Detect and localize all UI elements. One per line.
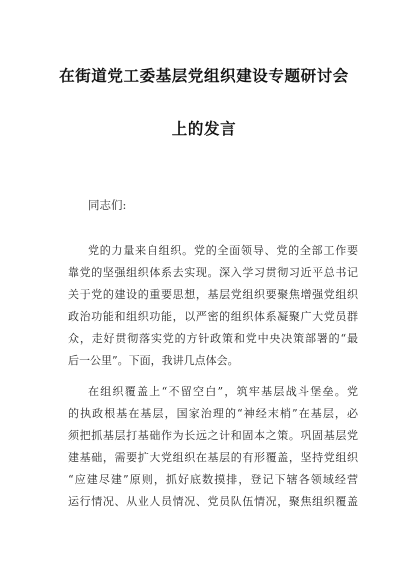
paragraph-line: 建基础，需要扩大党组织在基层的有形覆盖，坚持党组织 — [68, 451, 358, 464]
paragraph-line: 靠党的坚强组织体系去实现。深入学习贯彻习近平总书记 — [68, 266, 358, 279]
paragraph-1 — [68, 240, 358, 372]
paragraph-line: 后一公里”。下面，我讲几点体会。 — [68, 354, 239, 367]
paragraph-line: 须把抓基层打基础作为长远之计和固本之策。巩固基层党 — [68, 429, 358, 442]
document-title-line-2: 上的发言 — [171, 120, 237, 138]
paragraph-line: 众，走好贯彻落实党的方针政策和党中央决策部署的“最 — [68, 332, 358, 345]
document-title-line-1: 在街道党工委基层党组织建设专题研讨会 — [59, 67, 349, 85]
paragraph-line: 党的力量来自组织。党的全面领导、党的全部工作要 — [88, 244, 358, 257]
paragraph-line: 政治功能和组织功能，以严密的组织体系凝聚广大党员群 — [68, 310, 358, 323]
paragraph-line: 运行情况、从业人员情况、党员队伍情况，聚焦组织覆盖 — [68, 495, 358, 508]
paragraph-line: 关于党的建设的重要思想，基层党组织要聚焦增强党组织 — [68, 288, 358, 301]
salutation: 同志们: — [88, 198, 127, 212]
paragraph-2 — [68, 381, 358, 513]
paragraph-line: “应建尽建”原则，抓好底数摸排，登记下辖各领域经营 — [68, 473, 358, 486]
paragraph-line: 的执政根基在基层，国家治理的“神经末梢”在基层，必 — [68, 407, 358, 420]
paragraph-line: 在组织覆盖上“不留空白”，筑牢基层战斗堡垒。党 — [88, 385, 358, 398]
